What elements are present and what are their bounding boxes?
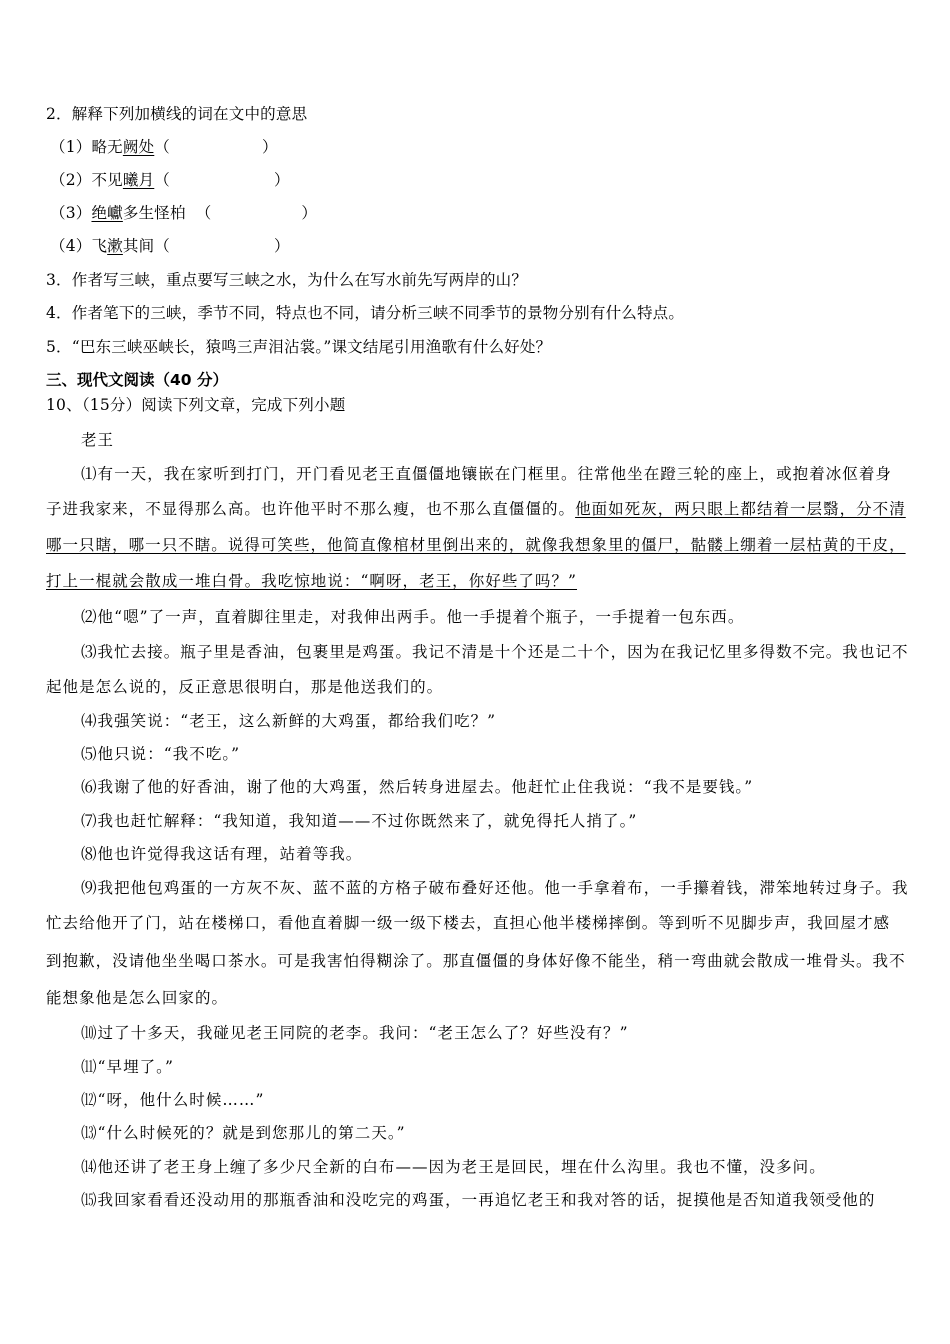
open-paren: （ [195, 204, 212, 222]
item-suffix: 多生怪柏 [122, 204, 186, 222]
paragraph-3-line-2: 起他是怎么说的，反正意思很明白，那是他送我们的。 [46, 678, 444, 696]
section-3-heading: 三、现代文阅读（40 分） [46, 371, 228, 389]
item-prefix: （3） [50, 204, 92, 222]
open-paren: （ [154, 237, 170, 255]
paragraph-1-line-4: 打上一棍就会散成一堆白骨。我吃惊地说：“啊呀，老王，你好些了吗？” [46, 572, 578, 590]
underlined-text: 他面如死灰，两只眼上都结着一层翳，分不清 [575, 500, 906, 518]
question-2-item-2 [50, 168, 290, 190]
underlined-word: 漱 [107, 237, 123, 255]
item-prefix: （2）不见 [50, 171, 123, 189]
open-paren: （ [154, 171, 170, 189]
question-5: 5．“巴东三峡巫峡长，猿鸣三声泪沾裳。”课文结尾引用渔歌有什么好处？ [46, 338, 552, 356]
question-3: 3．作者写三峡，重点要写三峡之水，为什么在写水前先写两岸的山？ [46, 271, 528, 289]
item-suffix: 其间 [122, 237, 155, 255]
paragraph-13: ⒀“什么时候死的？就是到您那儿的第二天。” [81, 1124, 406, 1142]
paragraph-10: ⑽过了十多天，我碰见老王同院的老李。我问：“老王怎么了？好些没有？” [81, 1024, 629, 1042]
close-paren: ） [273, 171, 290, 189]
paragraph-3-line-1: ⑶我忙去接。瓶子里是香油，包裹里是鸡蛋。我记不清是十个还是二十个，因为在我记忆里多得数不完。我也记不 [81, 643, 909, 661]
close-paren: ） [273, 237, 290, 255]
question-2-title: 2．解释下列加横线的词在文中的意思 [46, 105, 308, 123]
underlined-word: 曦月 [122, 171, 155, 189]
question-2-item-1 [50, 135, 278, 157]
plain-text: 子进我家来，不显得那么高。也许他平时不那么瘦，也不那么直僵僵的。 [46, 500, 576, 518]
article-title: 老王 [81, 431, 115, 449]
paragraph-11: ⑾“早埋了。” [81, 1058, 174, 1076]
paragraph-6: ⑹我谢了他的好香油，谢了他的大鸡蛋，然后转身进屋去。他赶忙止住我说：“我不是要钱。” [81, 778, 754, 796]
question-2-item-3 [50, 201, 317, 223]
paragraph-5: ⑸他只说：“我不吃。” [81, 745, 241, 763]
paragraph-7: ⑺我也赶忙解释：“我知道，我知道——不过你既然来了，就免得托人捎了。” [81, 812, 638, 830]
paragraph-12: ⑿“呀，他什么时候……” [81, 1091, 265, 1109]
underlined-word: 阙处 [122, 138, 155, 156]
open-paren: （ [154, 138, 170, 156]
paragraph-1-line-1: ⑴有一天，我在家听到打门，开门看见老王直僵僵地镶嵌在门框里。往常他坐在蹬三轮的座上，或抱着冰伛着身 [81, 465, 892, 483]
item-prefix: （1）略无 [50, 138, 123, 156]
close-paren: ） [261, 138, 278, 156]
item-prefix: （4）飞 [50, 237, 108, 255]
paragraph-8: ⑻他也许觉得我这话有理，站着等我。 [81, 845, 363, 863]
paragraph-2: ⑵他“嗯”了一声，直着脚往里走，对我伸出两手。他一手提着个瓶子，一手提着一包东西。 [81, 608, 745, 626]
question-4: 4．作者笔下的三峡，季节不同，特点也不同，请分析三峡不同季节的景物分别有什么特点。 [46, 304, 685, 322]
paragraph-14: ⒁他还讲了老王身上缠了多少尺全新的白布——因为老王是回民，埋在什么沟里。我也不懂，没多问。 [81, 1158, 826, 1176]
question-2-item-4 [50, 234, 290, 256]
paragraph-15: ⒂我回家看看还没动用的那瓶香油和没吃完的鸡蛋，一再追忆老王和我对答的话，捉摸他是否知道我领受他的 [81, 1191, 876, 1209]
paragraph-1-line-3: 哪一只瞎，哪一只不瞎。说得可笑些，他简直像棺材里倒出来的，就像我想象里的僵尸，骷髅上绷着一层枯黄的干皮， [46, 536, 906, 554]
paragraph-9-line-4: 能想象他是怎么回家的。 [46, 989, 229, 1007]
paragraph-4: ⑷我强笑说：“老王，这么新鲜的大鸡蛋，都给我们吃？” [81, 712, 497, 730]
paragraph-9-line-2: 忙去给他开了门，站在楼梯口，看他直着脚一级一级下楼去，直担心他半楼梯摔倒。等到听不见脚步声，我回屋才感 [46, 914, 891, 932]
question-10-heading: 10、（15分）阅读下列文章，完成下列小题 [46, 396, 346, 414]
paragraph-9-line-1: ⑼我把他包鸡蛋的一方灰不灰、蓝不蓝的方格子破布叠好还他。他一手拿着布，一手攥着钱，滞笨地转过身子。我 [81, 879, 909, 897]
close-paren: ） [301, 204, 318, 222]
paragraph-1-line-2 [46, 497, 906, 519]
underlined-word: 绝巘 [91, 204, 123, 222]
paragraph-9-line-3: 到抱歉，没请他坐坐喝口茶水。可是我害怕得糊涂了。那直僵僵的身体好像不能坐，稍一弯曲就会散成一堆骨头。我不 [46, 952, 906, 970]
